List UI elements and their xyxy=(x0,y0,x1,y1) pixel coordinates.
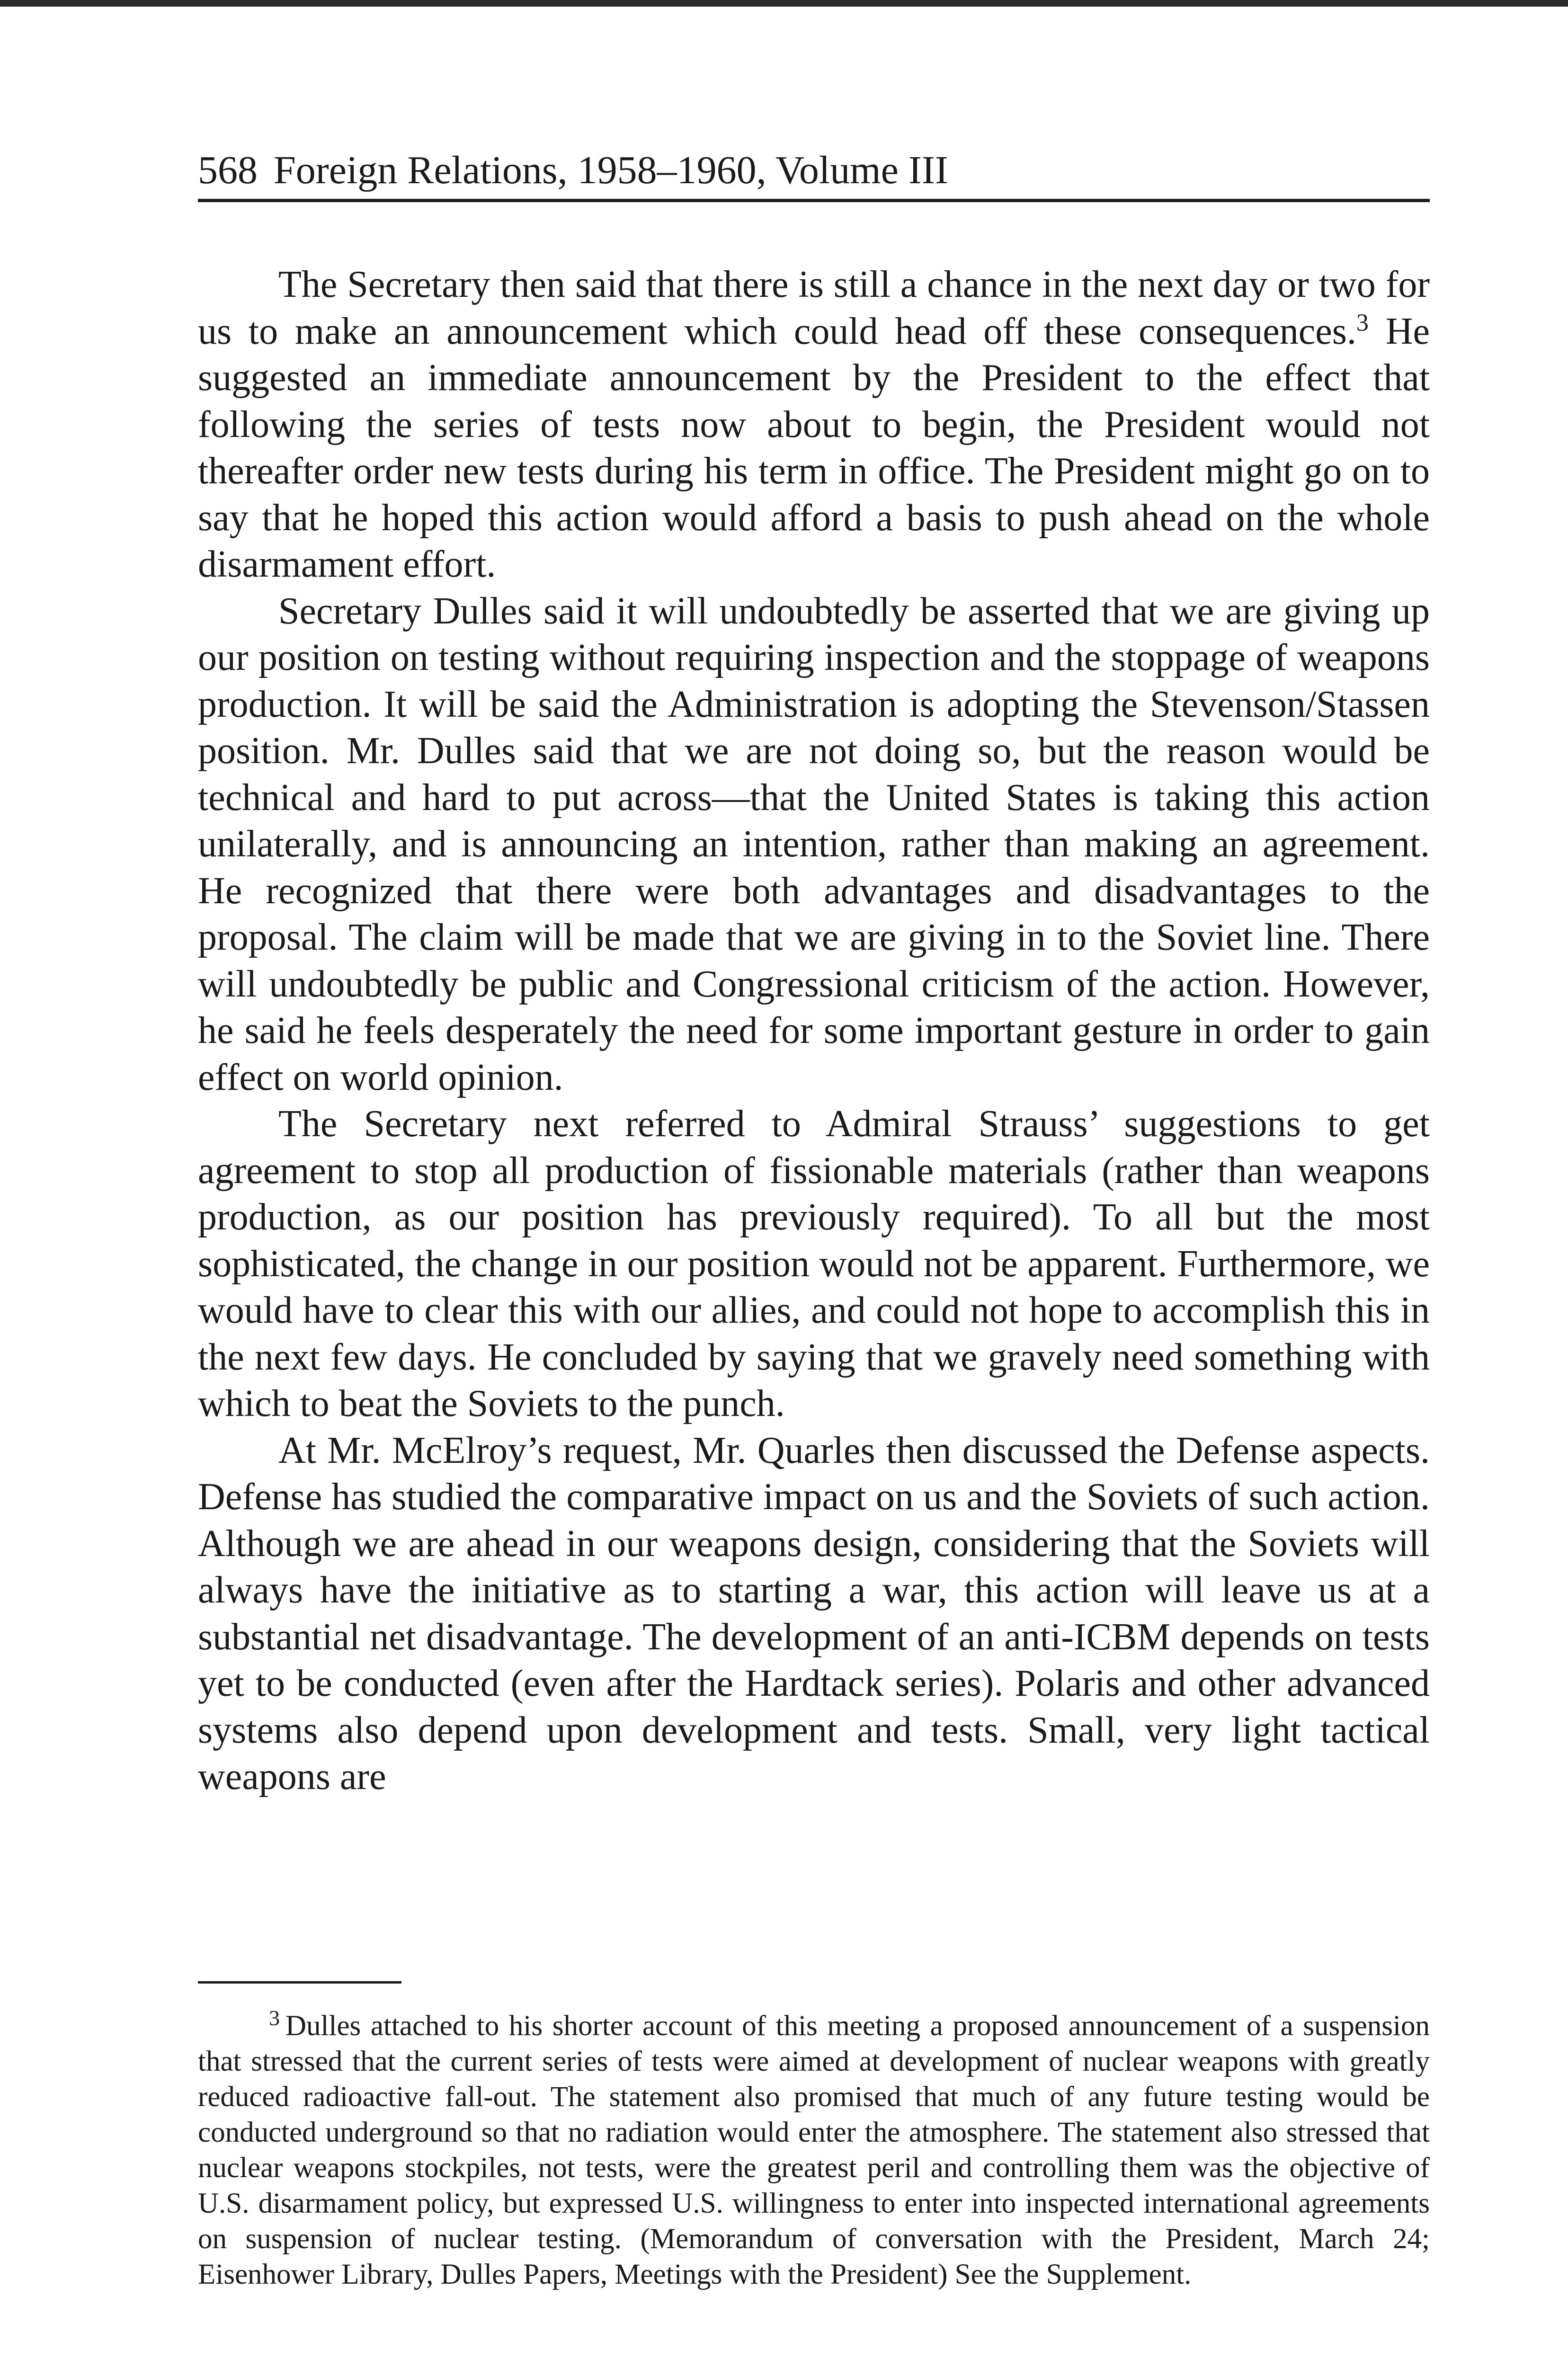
paragraph-1 xyxy=(198,261,1430,588)
footnote-text: Dulles attached to his shorter account of this meeting a proposed announcement of a suspension that stressed that the current series of tests were aimed at development of nuclear weapons with greatly reduced radioactive fall-out. The statement also promised that much of any future testing would be conducted underground so that no radiation would enter the atmosphere. The statement also stressed that nuclear weapons stockpiles, not tests, were the greatest peril and controlling them was the objective of U.S. disarmament policy, but expressed U.S. willingness to enter into inspected international agreements on suspension of nuclear testing. (Memorandum of conversation with the President, March 24; Eisenhower Library, Dulles Papers, Meetings with the President) See the Supplement. xyxy=(198,2010,1430,2290)
footnote-number: 3 xyxy=(269,2005,280,2030)
paragraph-1-text-b: He suggested an immediate announcement by the President to the effect that following the series of tests now about to begin, the President would not thereafter order new tests during his term in office. The President might go on to say that he hoped this action would afford a basis to push ahead on the whole disarmament effort. xyxy=(198,310,1430,585)
page-number: 568 xyxy=(198,148,258,192)
paragraph-1-text-a: The Secretary then said that there is still a chance in the next day or two for us to make an announcement which could head off these consequences. xyxy=(198,264,1430,352)
header-rule xyxy=(198,199,1430,202)
header-title: Foreign Relations, 1958–1960, Volume III xyxy=(274,148,948,192)
paragraph-4: At Mr. McElroy’s request, Mr. Quarles then discussed the Defense aspects. Defense has studied the comparative impact on us and the Soviets of such action. Although we are ahead in our weapons design, considering that the Soviets will always have the initiative as to starting a war, this action will leave us at a substantial net disadvantage. The development of an anti-ICBM depends on tests yet to be conducted (even after the Hardtack series). Polaris and other advanced systems also depend upon development and tests. Small, very light tactical weapons are xyxy=(198,1429,1430,1797)
scan-top-edge xyxy=(0,0,1568,7)
footnote-reference: 3 xyxy=(1356,309,1369,336)
paragraph-3: The Secretary next referred to Admiral Strauss’ suggestions to get agreement to stop all production of fissionable materials (rather than weapons production, as our position has previously required). To all but the most sophisticated, the change in our position would not be apparent. Furthermore, we would have to clear this with our allies, and could not hope to accomplish this in the next few days. He concluded by saying that we gravely need something with which to beat the Soviets to the punch. xyxy=(198,1103,1430,1424)
footnote xyxy=(198,2005,1430,2292)
footnote-rule xyxy=(198,1981,401,1984)
running-header xyxy=(198,142,1430,199)
body-text xyxy=(198,261,1430,1800)
paragraph-2: Secretary Dulles said it will undoubtedly be asserted that we are giving up our position on testing without requiring inspection and the stoppage of weapons production. It will be said the Administration is adopting the Stevenson/Stassen position. Mr. Dulles said that we are not doing so, but the reason would be technical and hard to put across—that the United States is taking this action unilaterally, and is announcing an intention, rather than making an agreement. He recognized that there were both advantages and disadvantages to the proposal. The claim will be made that we are giving in to the Soviet line. There will undoubtedly be public and Congressional criticism of the action. However, he said he feels desperately the need for some important gesture in order to gain effect on world opinion. xyxy=(198,590,1430,1098)
